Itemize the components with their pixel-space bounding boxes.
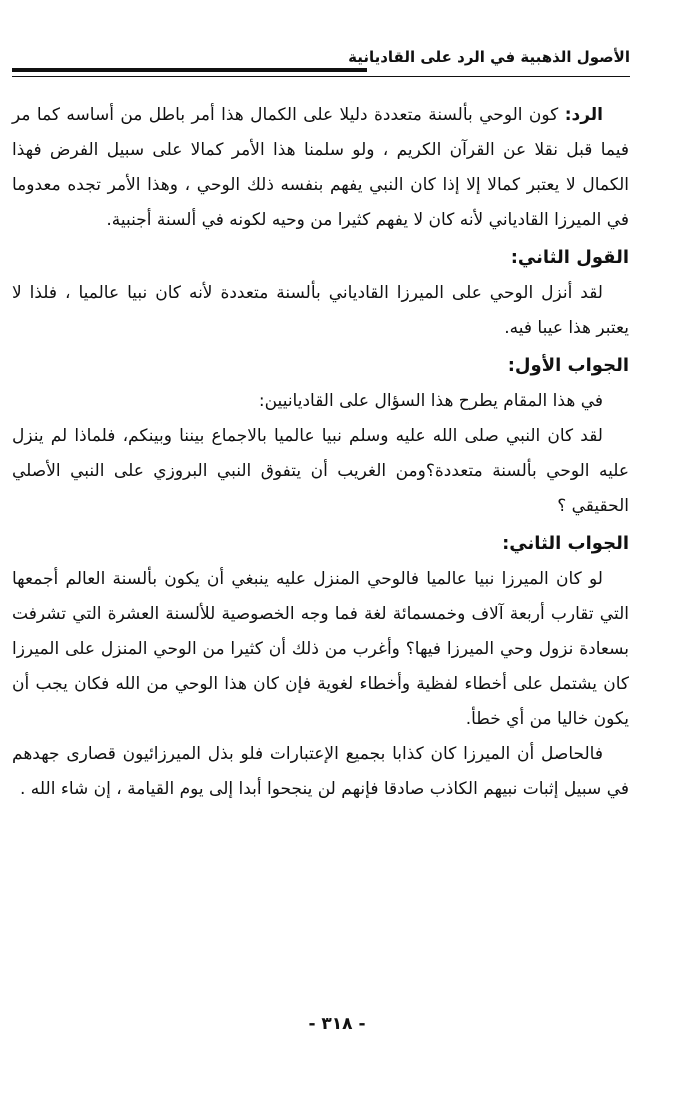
reply-label: الرد: — [564, 105, 604, 125]
header-title: الأصول الذهبية في الرد على القاديانية — [348, 48, 630, 66]
header-rule-thin — [12, 76, 630, 77]
heading-second-answer: الجواب الثاني: — [502, 533, 629, 554]
page-body — [12, 98, 629, 807]
second-answer-paragraph-1: لو كان الميرزا نبيا عالميا فالوحي المنزل عليه ينبغي أن يكون بألسنة العالم أجمعها التي تقارب أربعة آلاف وخمسمائة لغة فما وجه الخصوصية للألسنة العشرة التي تشرفت بسعادة نزول وحي الميرزا فيها؟ وأغرب من ذلك أن كثيرا من الوحي المنزل على الميرزا كان يشتمل على أخطاء لفظية وأخطاء لغوية فإن كان هذا الوحي من الله فكان يجب أن يكون خاليا من أي خطأ. — [12, 569, 629, 729]
first-answer-paragraph-1: في هذا المقام يطرح هذا السؤال على القاديانيين: — [258, 391, 603, 411]
first-answer-paragraph-2: لقد كان النبي صلى الله عليه وسلم نبيا عالميا بالاجماع بيننا وبينكم، فلماذا لم ينزل عليه الوحي بألسنة متعددة؟ومن الغريب أن يتفوق النبي البروزي على النبي الأصلي الحقيقي ؟ — [12, 426, 629, 516]
heading-first-answer: الجواب الأول: — [507, 355, 629, 376]
second-answer-paragraph-2: فالحاصل أن الميرزا كان كذابا بجميع الإعتبارات فلو بذل الميرزائيون قصارى جهدهم في سبيل إثبات نبيهم الكاذب صادقا فإنهم لن ينجحوا أبدا إلى يوم القيامة ، إن شاء الله . — [12, 744, 629, 799]
reply-paragraph — [12, 98, 629, 238]
reply-text: كون الوحي بألسنة متعددة دليلا على الكمال هذا أمر باطل من أساسه كما مر فيما قبل نقلا عن القرآن الكريم ، ولو سلمنا هذا الأمر كمالا على سبيل الفرض فهذا الكمال لا يعتبر كمالا إلا إذا كان النبي يفهم بنفسه ذلك الوحي ، وهذا الأمر تجده معدوما في الميرزا القادياني لأنه كان لا يفهم كثيرا من وحيه لكونه في ألسنة أجنبية. — [12, 105, 629, 230]
running-header — [12, 44, 630, 84]
page-number: - ٣١٨ - — [308, 1014, 366, 1034]
header-rule-thick — [12, 68, 367, 72]
heading-second-saying: القول الثاني: — [510, 247, 629, 268]
second-saying-paragraph: لقد أنزل الوحي على الميرزا القادياني بألسنة متعددة لأنه كان نبيا عالميا ، فلذا لا يعتبر هذا عيبا فيه. — [12, 283, 629, 338]
